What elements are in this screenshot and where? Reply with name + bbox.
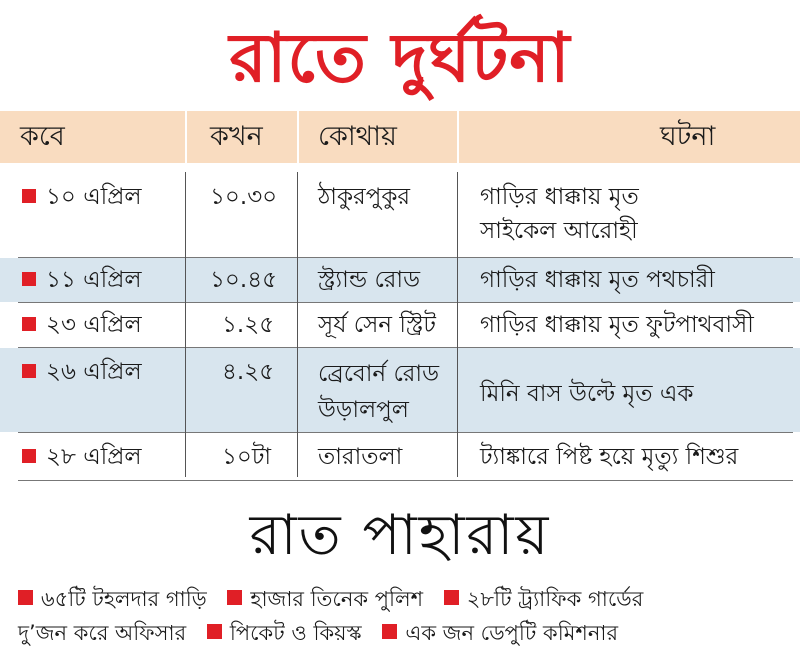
date-cell: ২৩ এপ্রিল [22,309,142,341]
incident-cell: গাড়ির ধাক্কায় মৃত [480,184,639,210]
column-divider [457,172,458,477]
bullet-icon [207,624,222,639]
place-cell: তারাতলা [318,444,403,470]
incident-cell: মিনি বাস উল্টে মৃত এক [480,381,694,407]
table-header [0,111,800,163]
time-cell: ১.২৫ [222,312,275,338]
table-row [0,433,800,479]
time-cell: ১০টা [222,444,272,470]
facts-line-1 [18,584,798,614]
column-divider [297,172,298,477]
time-cell: ৪.২৫ [222,359,275,385]
bullet-icon [22,189,36,203]
header-when-time: কখন [210,121,263,152]
bullet-icon [18,590,33,605]
fact-item: ২৮টি ট্র্যাফিক গার্ডের [444,587,644,611]
incident-cell: ট্যাঙ্কারে পিষ্ট হয়ে মৃত্যু শিশুর [480,444,739,470]
header-when-date: কবে [20,121,65,152]
place-cell: ব্রেবোর্ন রোড [318,361,440,387]
bullet-icon [22,272,36,286]
fact-item-continued: দু’জন করে অফিসার [18,621,187,645]
page-title: রাতে দুর্ঘটনা [229,19,571,98]
place-cell: স্ট্র্যান্ড রোড [318,267,421,293]
time-cell: ১০.৪৫ [210,267,278,293]
place-cell-line2: উড়ালপুল [318,397,409,423]
time-cell: ১০.৩০ [210,184,278,210]
bullet-icon [382,624,397,639]
date-cell: ২৮ এপ্রিল [22,441,142,473]
table-row [0,258,800,302]
facts-line-2 [18,618,798,648]
date-cell: ১১ এপ্রিল [22,264,142,296]
incident-cell: গাড়ির ধাক্কায় মৃত পথচারী [480,267,715,293]
date-cell: ২৬ এপ্রিল [22,356,142,388]
section-title: রাত পাহারায় [249,503,551,568]
incident-cell: গাড়ির ধাক্কায় মৃত ফুটপাথবাসী [480,312,754,338]
place-cell: সূর্য সেন স্ট্রিট [318,312,436,338]
bullet-icon [22,364,36,378]
header-where: কোথায় [318,121,397,152]
date-cell: ১০ এপ্রিল [22,181,142,213]
fact-item: পিকেট ও কিয়স্ক [207,621,362,645]
incident-cell-line2: সাইকেল আরোহী [480,218,638,244]
bullet-icon [444,590,459,605]
bullet-icon [22,317,36,331]
bullet-icon [22,449,36,463]
bullet-icon [227,590,242,605]
table-row [0,348,800,432]
fact-item: এক জন ডেপুটি কমিশনার [382,621,618,645]
table-row [0,303,800,347]
table-row [0,167,800,257]
fact-item: ৬৫টি টহলদার গাড়ি [18,587,207,611]
column-divider [185,172,186,477]
place-cell: ঠাকুরপুকুর [318,184,411,210]
header-incident: ঘটনা [660,121,716,152]
fact-item: হাজার তিনেক পুলিশ [227,587,423,611]
